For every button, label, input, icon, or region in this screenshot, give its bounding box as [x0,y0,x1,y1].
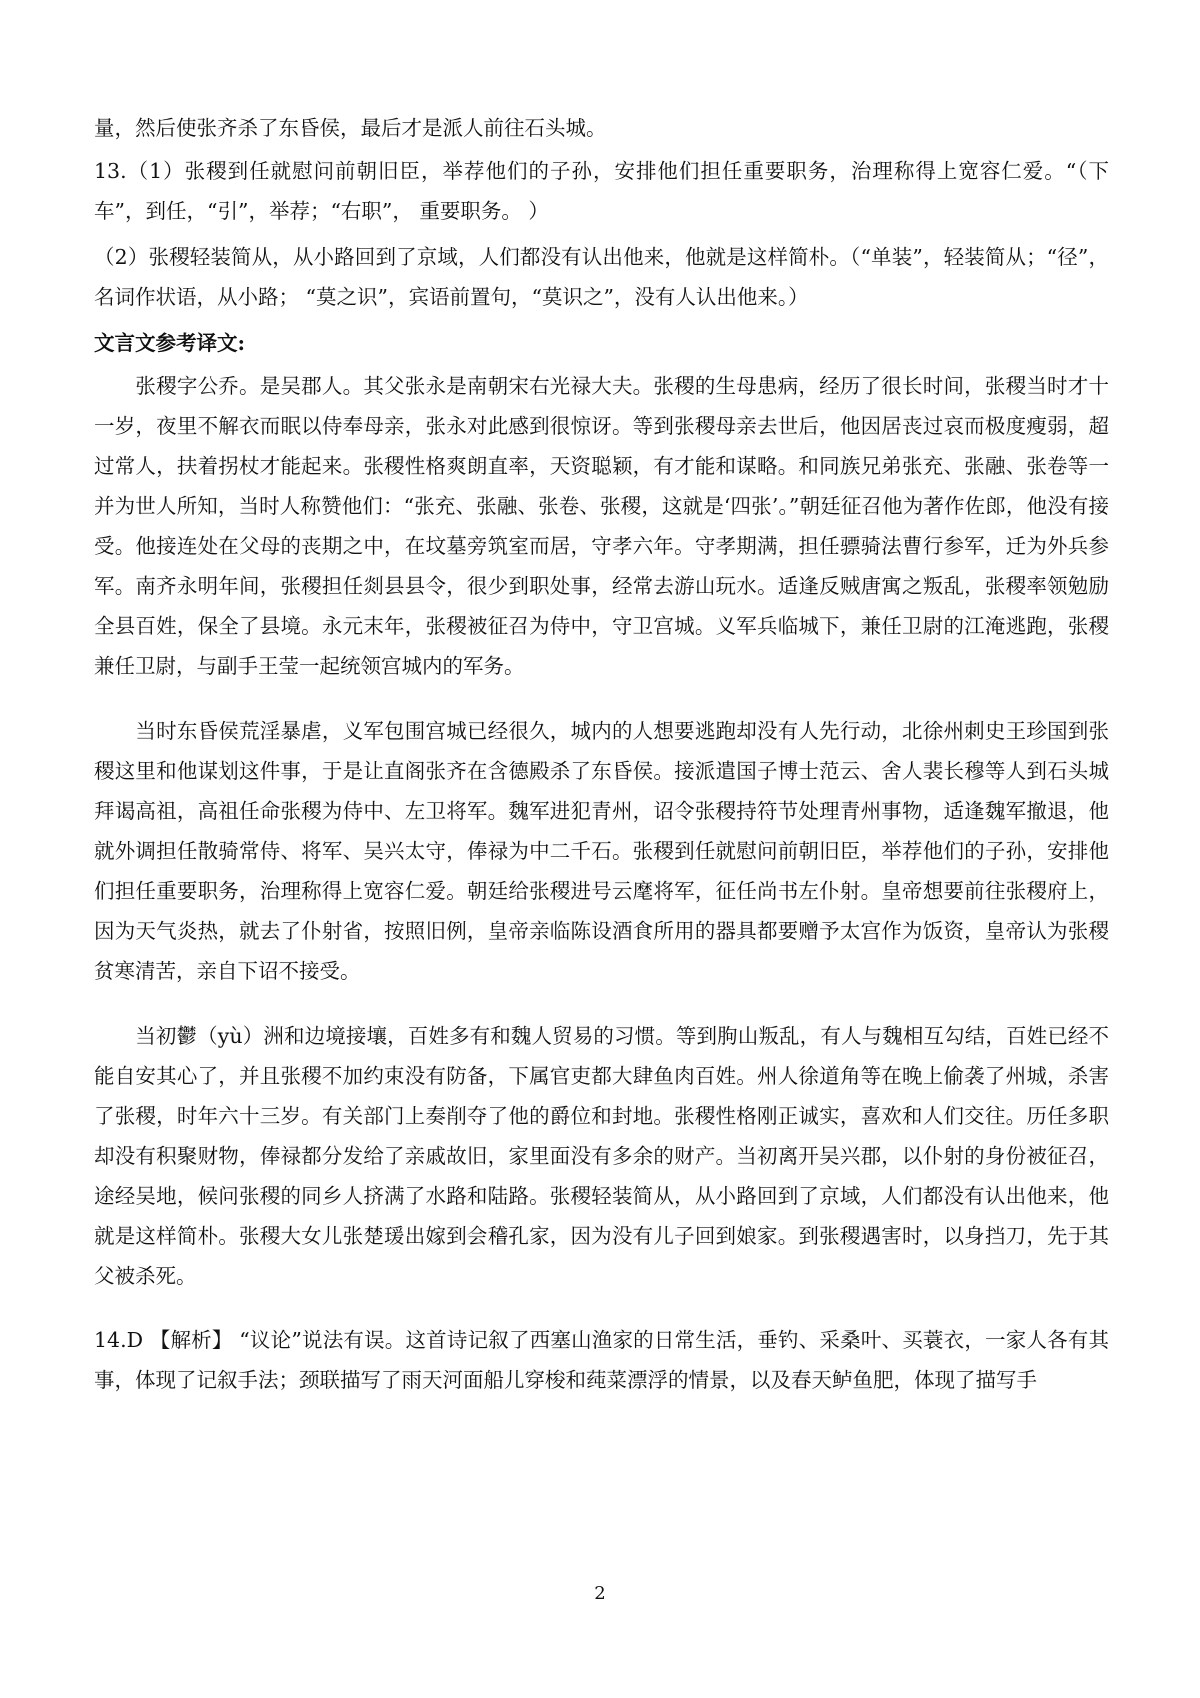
translation-paragraph-2: 当时东昏侯荒淫暴虐，义军包围宫城已经很久，城内的人想要逃跑却没有人先行动，北徐州刺史王珍国到张稷这里和他谋划这件事，于是让直阁张齐在含德殿杀了东昏侯。接派遣国子博士范云、舍人裴长穆等人到石头城拜谒高祖，高祖任命张稷为侍中、左卫将军。魏军进犯青州，诏令张稷持符节处理青州事物，适逢魏军撤退，他就外调担任散骑常侍、将军、吴兴太守，俸禄为中二千石。张稷到任就慰问前朝旧臣，举荐他们的子孙，安排他们担任重要职务，治理称得上宽容仁爱。朝廷给张稷进号云麾将军，征任尚书左仆射。皇帝想要前往张稷府上，因为天气炎热，就去了仆射省，按照旧例，皇帝亲临陈设酒食所用的器具都要赠予太宫作为饭资，皇帝认为张稷贫寒清苦，亲自下诏不接受。 [94,719,1109,983]
translation-paragraph-1: 张稷字公乔。是吴郡人。其父张永是南朝宋右光禄大夫。张稷的生母患病，经历了很长时间，张稷当时才十一岁，夜里不解衣而眠以侍奉母亲，张永对此感到很惊讶。等到张稷母亲去世后，他因居丧过哀而极度瘦弱，超过常人，扶着拐杖才能起来。张稷性格爽朗直率，天资聪颖，有才能和谋略。和同族兄弟张充、张融、张卷等一并为世人所知，当时人称赞他们：“张充、张融、张卷、张稷，这就是‘四张’。”朝廷征召他为著作佐郎，他没有接受。他接连处在父母的丧期之中，在坟墓旁筑室而居，守孝六年。守孝期满，担任骠骑法曹行参军，迁为外兵参军。南齐永明年间，张稷担任剡县县令，很少到职处事，经常去游山玩水。适逢反贼唐寓之叛乱，张稷率领勉励全县百姓，保全了县境。永元末年，张稷被征召为侍中，守卫宫城。义军兵临城下，兼任卫尉的江淹逃跑，张稷兼任卫尉，与副手王莹一起统领宫城内的军务。 [94,374,1109,678]
page-number: 2 [594,1583,606,1604]
answer-13-part-2: （2）张稷轻装简从，从小路回到了京域，人们都没有认出他来，他就是这样简朴。（“单装”，轻装简从；“径”，名词作状语，从小路； “莫之识”，宾语前置句，“莫识之”，没有人认出他来。） [94,245,1109,309]
paragraph-continuation: 量，然后使张齐杀了东昏侯，最后才是派人前往石头城。 [94,116,607,140]
answer-13-part-1: 13.（1）张稷到任就慰问前朝旧臣，举荐他们的子孙，安排他们担任重要职务，治理称得上宽容仁爱。“（下车”，到任，“引”，举荐；“右职”， 重要职务。 ） [94,159,1109,223]
translation-paragraph-3: 当初鬱（yù）洲和边境接壤，百姓多有和魏人贸易的习惯。等到朐山叛乱，有人与魏相互勾结，百姓已经不能自安其心了，并且张稷不加约束没有防备，下属官吏都大肆鱼肉百姓。州人徐道角等在晚上偷袭了州城，杀害了张稷，时年六十三岁。有关部门上奏削夺了他的爵位和封地。张稷性格刚正诚实，喜欢和人们交往。历任多职却没有积聚财物，俸禄都分发给了亲戚故旧，家里面没有多余的财产。当初离开吴兴郡，以仆射的身份被征召，途经吴地，候问张稷的同乡人挤满了水路和陆路。张稷轻装简从，从小路回到了京域，人们都没有认出他来，他就是这样简朴。张稷大女儿张楚瑗出嫁到会稽孔家，因为没有儿子回到娘家。到张稷遇害时，以身挡刀，先于其父被杀死。 [94,1024,1109,1288]
answer-14: 14.D 【解析】 “议论”说法有误。这首诗记叙了西塞山渔家的日常生活，垂钓、采桑叶、买蓑衣，一家人各有其事，体现了记叙手法；颈联描写了雨天河面船儿穿梭和莼菜漂浮的情景，以及春天鲈鱼肥，体现了描写手 [94,1328,1109,1392]
translation-heading: 文言文参考译文: [94,331,246,355]
